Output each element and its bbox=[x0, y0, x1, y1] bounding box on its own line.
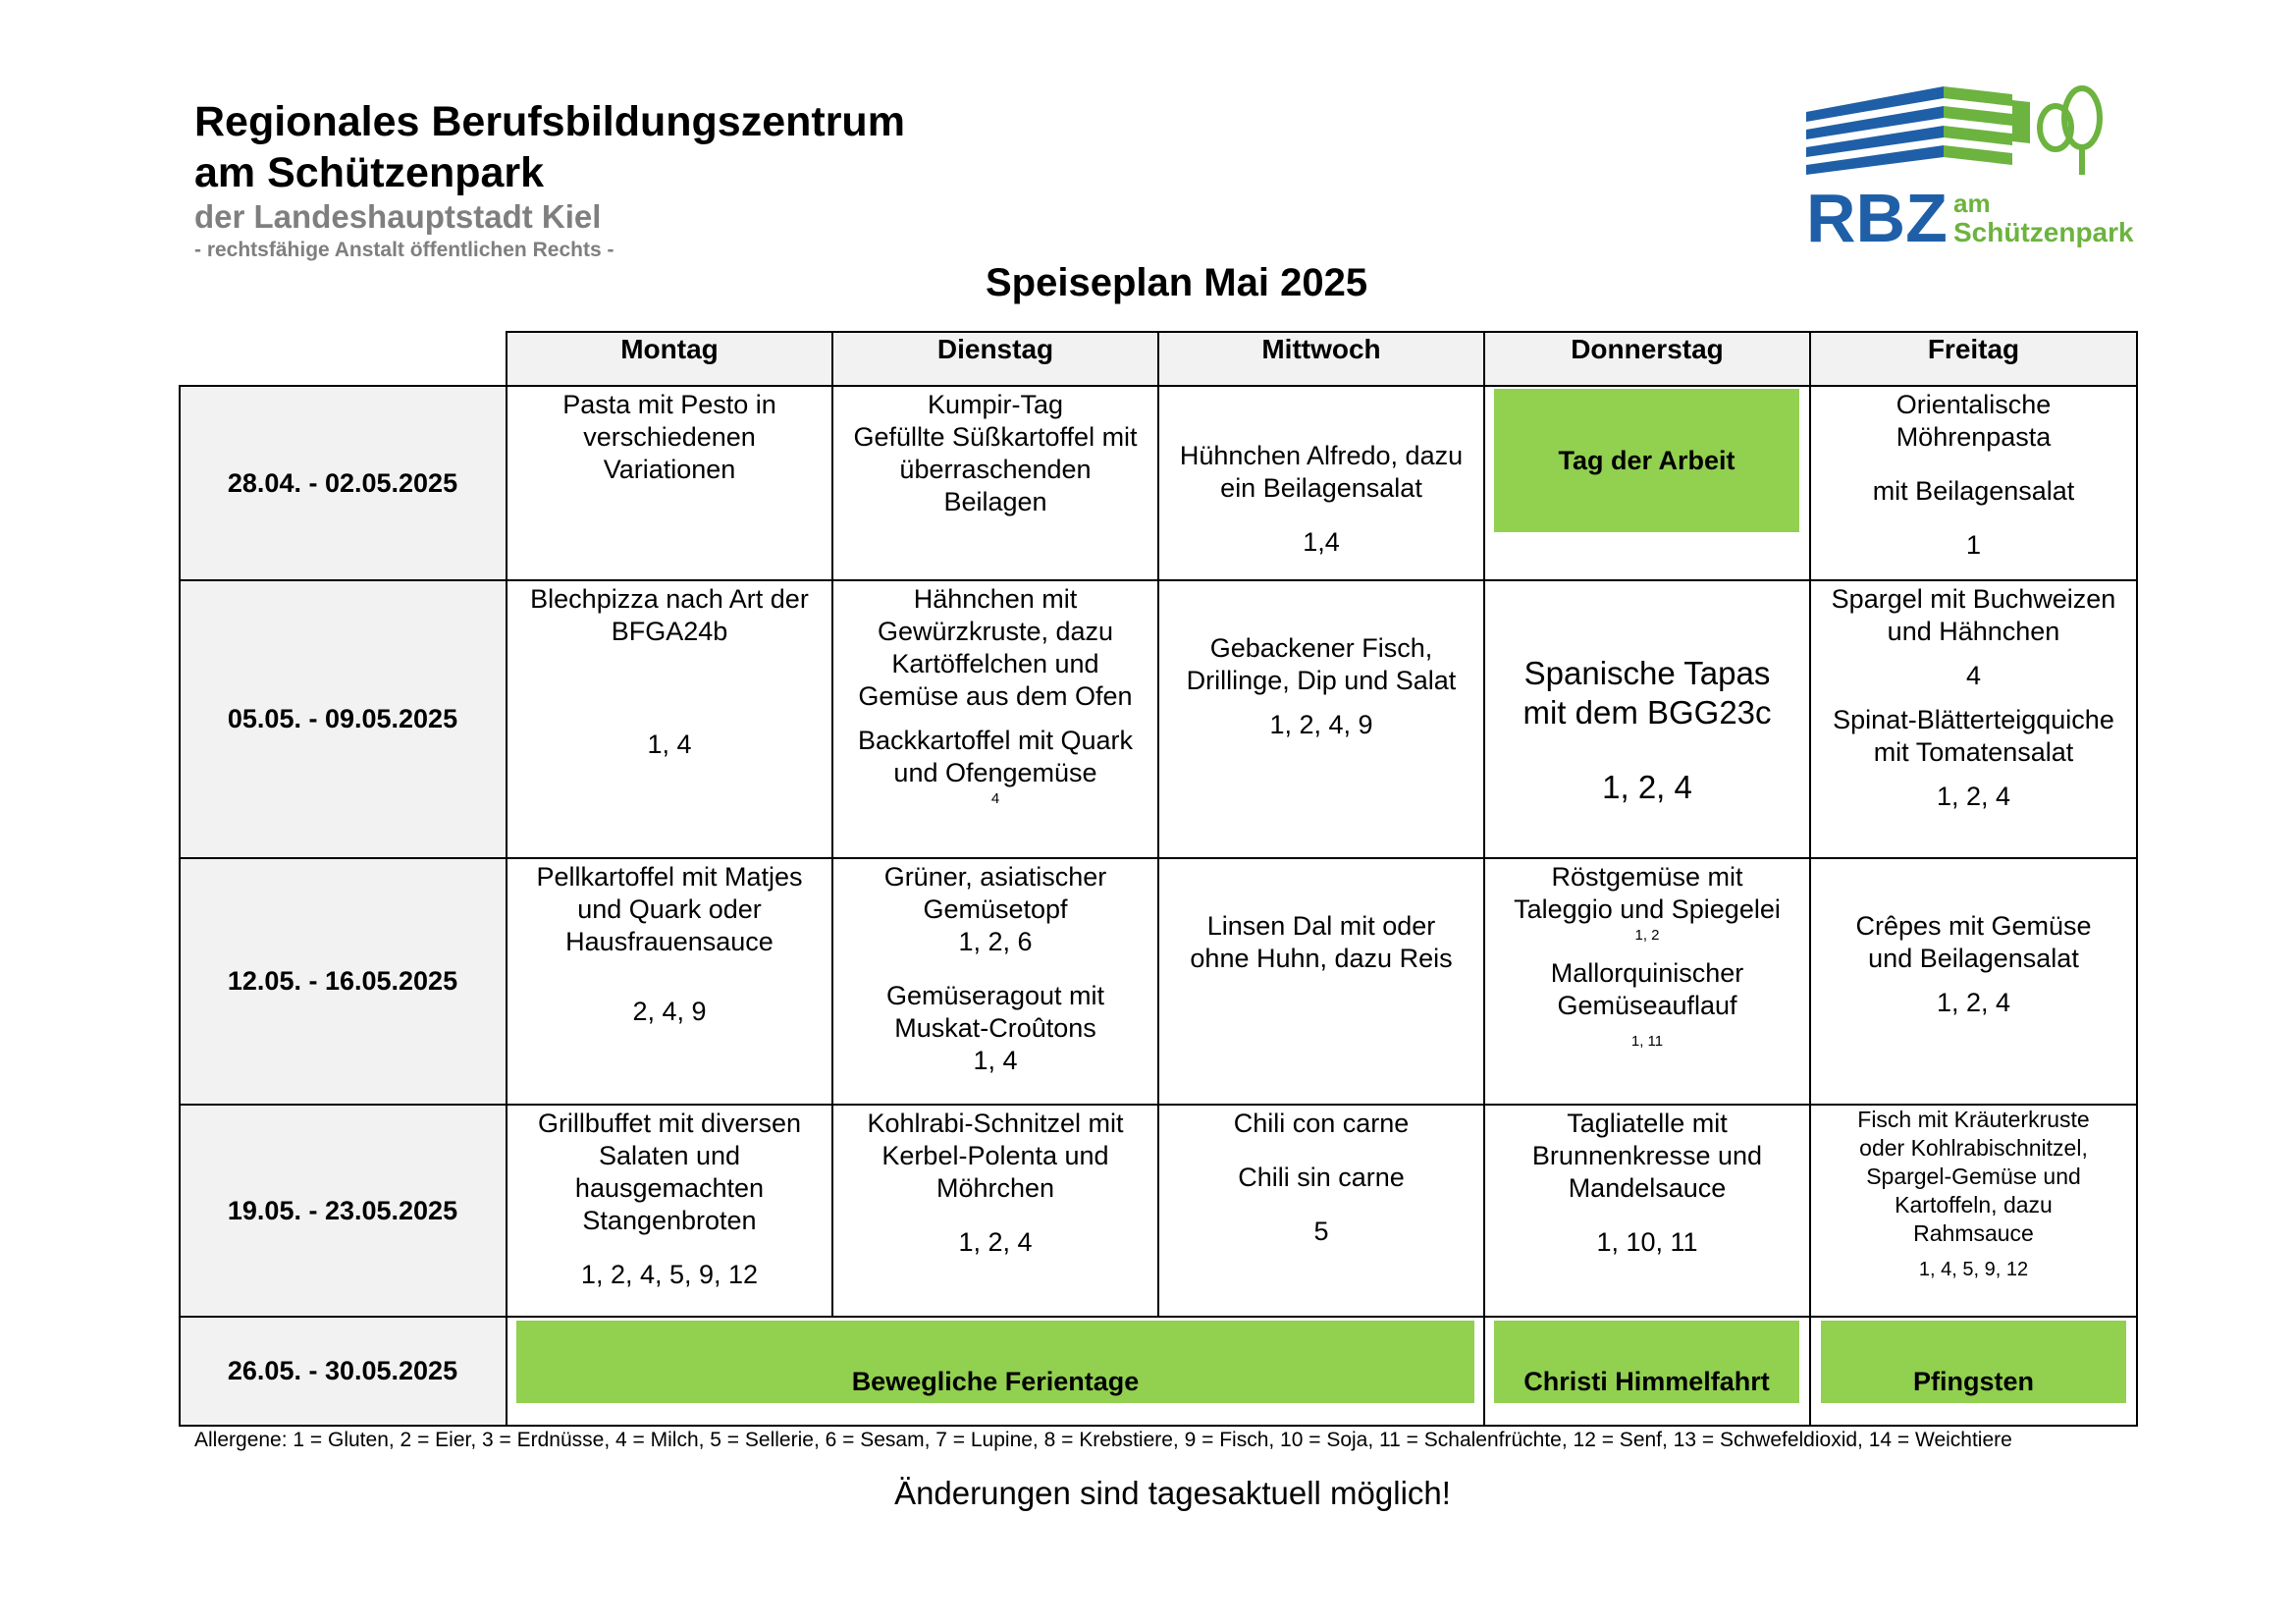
allergen-codes: 1, 4 bbox=[973, 1046, 1018, 1075]
change-notice: Änderungen sind tagesaktuell möglich! bbox=[894, 1475, 1451, 1511]
menu-cell-w2-fri bbox=[1811, 581, 2136, 857]
dish-line: Salaten und bbox=[598, 1141, 741, 1170]
menu-cell-w2-wed bbox=[1159, 581, 1483, 857]
dish-line: Gewürzkruste, dazu bbox=[877, 617, 1114, 646]
allergen-codes: 1, 10, 11 bbox=[1596, 1227, 1698, 1257]
dish-line: Mandelsauce bbox=[1568, 1173, 1727, 1203]
menu-cell-w4-thu bbox=[1485, 1106, 1809, 1316]
day-header-dienstag: Dienstag bbox=[936, 334, 1054, 364]
holiday-block-bewegliche-ferientage: Bewegliche Ferientage bbox=[516, 1321, 1474, 1403]
allergen-legend: Allergene: 1 = Gluten, 2 = Eier, 3 = Erdnüsse, 4 = Milch, 5 = Sellerie, 6 = Sesam, 7 = Lupine, 8 = Krebstiere, 9 = Fisch, 10 = Soja, 11 = Schalenfrüchte, 12 = Senf, 13 = Schwefeldioxid, 14 = Weichtiere bbox=[194, 1429, 2012, 1451]
allergen-codes: 1,4 bbox=[1303, 527, 1340, 557]
dish-line: ohne Huhn, dazu Reis bbox=[1190, 944, 1453, 973]
allergen-codes: 1, 2, 6 bbox=[958, 927, 1033, 956]
dish-line: Tagliatelle mit bbox=[1567, 1109, 1728, 1138]
allergen-codes: 1, 2, 4 bbox=[1936, 988, 2011, 1017]
menu-cell-w1-tue bbox=[833, 387, 1157, 579]
dish-line: verschiedenen bbox=[583, 422, 756, 452]
holiday-block-pfingsten: Pfingsten bbox=[1821, 1321, 2126, 1403]
dish-line: Kohlrabi-Schnitzel mit bbox=[867, 1109, 1124, 1138]
dish-line: Beilagen bbox=[943, 487, 1047, 516]
dish-line: Orientalische bbox=[1896, 390, 2052, 419]
day-header-montag: Montag bbox=[620, 334, 719, 364]
page-title: Speiseplan Mai 2025 bbox=[986, 261, 1368, 304]
week-label: 26.05. - 30.05.2025 bbox=[227, 1356, 458, 1385]
menu-cell-w4-fri bbox=[1811, 1106, 2136, 1316]
dish-line: Pellkartoffel mit Matjes bbox=[536, 862, 803, 892]
dish-line: Drillinge, Dip und Salat bbox=[1186, 666, 1457, 695]
dish-line: und Hähnchen bbox=[1887, 617, 2060, 646]
dish-line: Taleggio und Spiegelei bbox=[1514, 894, 1781, 924]
menu-cell-w4-wed bbox=[1159, 1106, 1483, 1316]
allergen-codes: 1, 4, 5, 9, 12 bbox=[1918, 1259, 2029, 1280]
dish-line: Hausfrauensauce bbox=[565, 927, 774, 956]
logo-main-text: RBZ bbox=[1806, 180, 1948, 256]
dish-line: Crêpes mit Gemüse bbox=[1855, 911, 2092, 941]
allergen-codes: 1, 2, 4 bbox=[1936, 782, 2011, 811]
dish-line: Möhrchen bbox=[935, 1173, 1055, 1203]
allergen-codes: 5 bbox=[1313, 1217, 1329, 1246]
menu-cell-w3-wed bbox=[1159, 859, 1483, 1104]
menu-cell-w1-wed bbox=[1159, 387, 1483, 579]
dish-line: Kartöffelchen und bbox=[891, 649, 1099, 678]
dish-line: Röstgemüse mit bbox=[1551, 862, 1743, 892]
day-header-donnerstag: Donnerstag bbox=[1571, 334, 1724, 364]
dish-line: Kerbel-Polenta und bbox=[881, 1141, 1109, 1170]
menu-cell-w1-mon bbox=[507, 387, 831, 579]
org-name-line1: Regionales Berufsbildungszentrum bbox=[194, 98, 905, 145]
dish-line: Pasta mit Pesto in bbox=[562, 390, 776, 419]
menu-cell-w2-mon bbox=[507, 581, 831, 857]
allergen-codes: 1 bbox=[1965, 530, 1982, 560]
dish-extra: mit Beilagensalat bbox=[1872, 476, 2075, 506]
dish-line: Variationen bbox=[603, 455, 736, 484]
menu-cell-w4-tue bbox=[833, 1106, 1157, 1316]
menu-cell-w4-mon bbox=[507, 1106, 831, 1316]
org-city: der Landeshauptstadt Kiel bbox=[194, 198, 602, 235]
logo-building-stripes-icon bbox=[1806, 86, 2030, 175]
dish-line: Möhrenpasta bbox=[1896, 422, 2052, 452]
logo-sub1-text: am bbox=[1953, 189, 1991, 218]
menu-cell-w3-mon bbox=[507, 859, 831, 1104]
rbz-logo bbox=[1806, 84, 2140, 261]
dish-line: Grillbuffet mit diversen bbox=[537, 1109, 802, 1138]
org-name bbox=[194, 96, 905, 198]
dish-line: hausgemachten bbox=[574, 1173, 765, 1203]
dish-line: Gemüseauflauf bbox=[1557, 991, 1737, 1020]
dish-line: Stangenbroten bbox=[582, 1206, 757, 1235]
dish-line: Kartoffeln, dazu bbox=[1895, 1192, 2053, 1218]
org-name-line2: am Schützenpark bbox=[194, 149, 545, 196]
dish-line: und Beilagensalat bbox=[1868, 944, 2079, 973]
menu-cell-w1-fri bbox=[1811, 387, 2136, 579]
dish-line: ein Beilagensalat bbox=[1220, 473, 1422, 503]
menu-cell-w2-tue bbox=[833, 581, 1157, 857]
week-label: 12.05. - 16.05.2025 bbox=[227, 966, 458, 996]
dish-line: Gefüllte Süßkartoffel mit bbox=[853, 422, 1138, 452]
dish-line: Muskat-Croûtons bbox=[894, 1013, 1096, 1043]
dish-line: Spanische Tapas bbox=[1523, 655, 1771, 691]
menu-cell-w2-thu bbox=[1485, 581, 1809, 857]
allergen-codes: 4 bbox=[990, 790, 1000, 807]
dish-line: Mallorquinischer bbox=[1550, 958, 1744, 988]
dish-line: Spinat-Blätterteigquiche bbox=[1833, 705, 2114, 734]
dish-line: mit dem BGG23c bbox=[1522, 694, 1772, 731]
day-header-freitag: Freitag bbox=[1927, 334, 2020, 364]
allergen-codes: 1, 2, 4, 5, 9, 12 bbox=[580, 1260, 759, 1289]
dish-line: überraschenden bbox=[899, 455, 1092, 484]
dish-line: Kumpir-Tag bbox=[927, 390, 1064, 419]
dish-line: Spargel mit Buchweizen bbox=[1831, 584, 2116, 614]
dish-line: Hähnchen mit bbox=[913, 584, 1078, 614]
dish-line: und Ofengemüse bbox=[893, 758, 1097, 787]
dish-line: Grüner, asiatischer bbox=[883, 862, 1107, 892]
holiday-block-tag-der-arbeit: Tag der Arbeit bbox=[1494, 389, 1799, 532]
dish-line: Gemüseragout mit bbox=[885, 981, 1105, 1010]
dish-line: Fisch mit Kräuterkruste bbox=[1857, 1107, 2090, 1132]
allergen-codes: 1, 4 bbox=[647, 730, 692, 759]
org-legal-form: - rechtsfähige Anstalt öffentlichen Rechts - bbox=[194, 239, 614, 261]
week-label: 05.05. - 09.05.2025 bbox=[227, 704, 458, 733]
dish-line: mit Tomatensalat bbox=[1873, 737, 2074, 767]
dish-line: Chili sin carne bbox=[1238, 1163, 1405, 1192]
week-label: 19.05. - 23.05.2025 bbox=[227, 1195, 458, 1225]
dish-line: oder Kohlrabischnitzel, bbox=[1859, 1135, 2088, 1161]
allergen-codes: 1, 2 bbox=[1634, 927, 1660, 944]
dish-line: Linsen Dal mit oder bbox=[1206, 911, 1436, 941]
holiday-block-christi-himmelfahrt: Christi Himmelfahrt bbox=[1494, 1321, 1799, 1403]
dish-line: Rahmsauce bbox=[1913, 1220, 2034, 1246]
dish-line: Chili con carne bbox=[1233, 1109, 1410, 1138]
dish-line: Spargel-Gemüse und bbox=[1866, 1164, 2081, 1189]
dish-line: Brunnenkresse und bbox=[1531, 1141, 1763, 1170]
dish-line: Gemüse aus dem Ofen bbox=[858, 681, 1133, 711]
allergen-codes: 1, 2, 4 bbox=[958, 1227, 1033, 1257]
dish-line: BFGA24b bbox=[611, 617, 728, 646]
menu-cell-w3-tue bbox=[833, 859, 1157, 1104]
week-label: 28.04. - 02.05.2025 bbox=[227, 467, 458, 498]
logo-sub2-text: Schützenpark bbox=[1953, 217, 2134, 247]
day-header-mittwoch: Mittwoch bbox=[1261, 334, 1381, 364]
dish-line: Backkartoffel mit Quark bbox=[857, 726, 1134, 755]
menu-cell-w3-thu bbox=[1485, 859, 1809, 1104]
allergen-codes: 1, 2, 4 bbox=[1602, 769, 1692, 805]
dish-line: Gebackener Fisch, bbox=[1209, 633, 1433, 663]
allergen-codes: 4 bbox=[1965, 661, 1982, 690]
dish-line: Gemüsetopf bbox=[923, 894, 1068, 924]
dish-line: Blechpizza nach Art der bbox=[530, 584, 809, 614]
menu-cell-w3-fri bbox=[1811, 859, 2136, 1104]
logo-tree-icon bbox=[2040, 88, 2100, 175]
allergen-codes: 1, 11 bbox=[1630, 1033, 1664, 1050]
dish-line: und Quark oder bbox=[577, 894, 762, 924]
allergen-codes: 2, 4, 9 bbox=[632, 997, 707, 1026]
dish-line: Hühnchen Alfredo, dazu bbox=[1179, 441, 1464, 470]
allergen-codes: 1, 2, 4, 9 bbox=[1269, 710, 1373, 739]
